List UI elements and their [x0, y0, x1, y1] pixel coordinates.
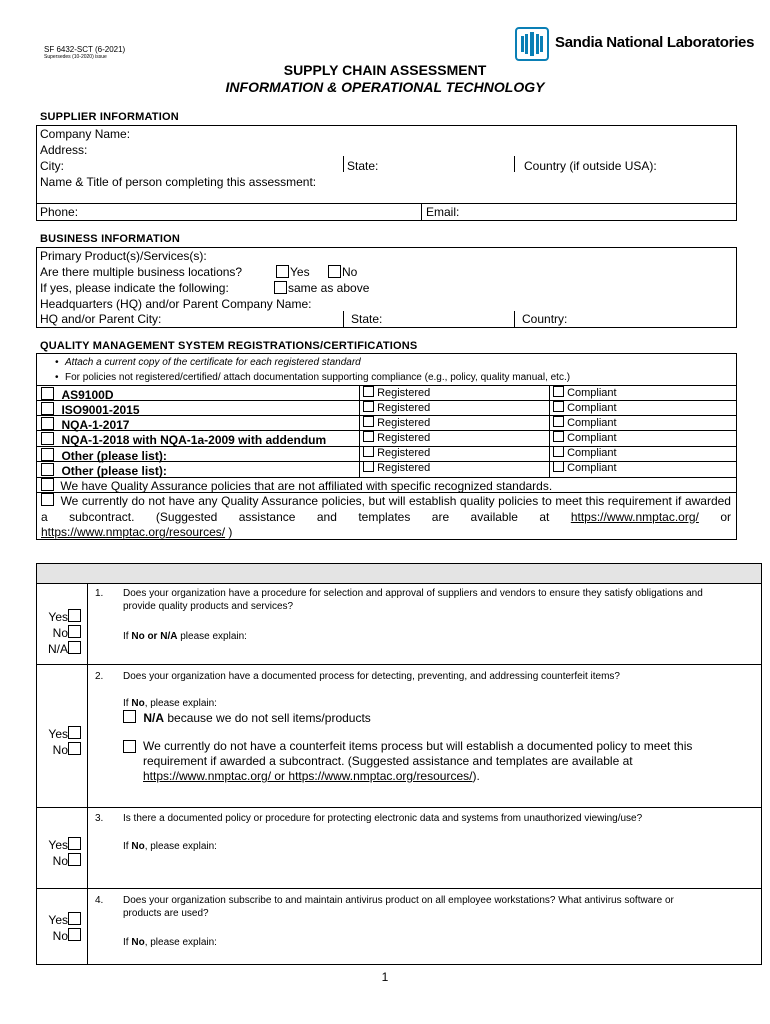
q2-no-process-option: We currently do not have a counterfeit items process but will establish a documented policy to meet this requirement if awarded a subcontract. (Suggested assistance and templates are available at https://www.nmptac.org/ or https://www.nmptac.org/resources/).: [123, 739, 723, 784]
q3-yes-no: Yes No: [37, 837, 81, 869]
hq-name-field[interactable]: Headquarters (HQ) and/or Parent Company Name:: [40, 297, 312, 311]
q2-explain-label: If No, please explain:: [123, 698, 217, 709]
compliant-checkbox[interactable]: [553, 446, 564, 457]
qms-table: [36, 353, 737, 540]
q3-no-checkbox[interactable]: [68, 853, 81, 866]
org-name: Sandia National Laboratories: [555, 34, 755, 51]
registered-checkbox[interactable]: [363, 446, 374, 457]
standard-checkbox[interactable]: [41, 463, 54, 476]
q1-yes-checkbox[interactable]: [68, 609, 81, 622]
standard-checkbox[interactable]: [41, 402, 54, 415]
page-number: 1: [381, 970, 389, 984]
standard-checkbox[interactable]: [41, 387, 54, 400]
phone-field[interactable]: Phone:: [40, 205, 79, 219]
no-policies-row: We currently do not have any Quality Assurance policies, but will establish quality policies to meet this requirement if awarded a subcontract. (Suggested assistance and templates are available at https://www.nmptac.org/ or https://www.nmptac.org/resources/ ): [41, 494, 731, 539]
q4-explain-label: If No, please explain:: [123, 937, 217, 948]
q2-na-checkbox[interactable]: [123, 710, 136, 723]
registered-column: Registered Registered Registered Registered Registered Registered: [363, 386, 430, 476]
standard-row-1: [41, 386, 113, 400]
q2-na-option: N/A because we do not sell items/products: [123, 710, 371, 725]
registered-checkbox[interactable]: [363, 461, 374, 472]
form-id: SF 6432-SCT (6-2021): [44, 45, 126, 54]
same-as-above-label: same as above: [288, 281, 370, 295]
standard-label: AS9100D: [61, 388, 114, 402]
hq-city-field[interactable]: HQ and/or Parent City:: [40, 312, 162, 326]
supersedes-note: Supersedes (10-2020) issue: [44, 54, 107, 60]
q1-text: Does your organization have a procedure for selection and approval of suppliers and vendors to ensure they satisfy obligations and provide quality products and services?: [123, 588, 703, 612]
supplier-section-title: SUPPLIER INFORMATION: [40, 111, 179, 123]
locations-no-checkbox[interactable]: [328, 265, 341, 278]
standard-checkbox[interactable]: [41, 432, 54, 445]
qms-section-title: QUALITY MANAGEMENT SYSTEM REGISTRATIONS/CERTIFICATIONS: [40, 340, 418, 352]
city-field[interactable]: City:: [40, 159, 64, 173]
locations-no-label: No: [342, 265, 358, 279]
supplier-table: [36, 125, 737, 221]
q2-nmptac-links[interactable]: https://www.nmptac.org/ or https://www.nmptac.org/resources/: [143, 769, 473, 783]
page-title: SUPPLY CHAIN ASSESSMENT: [283, 62, 487, 78]
q3-text: Is there a documented policy or procedure for protecting electronic data and systems from unauthorized viewing/use?: [123, 813, 643, 824]
registered-checkbox[interactable]: [363, 416, 374, 427]
standard-checkbox[interactable]: [41, 417, 54, 430]
q1-yes-no-na: Yes No N/A: [37, 609, 81, 657]
email-field[interactable]: Email:: [426, 205, 460, 219]
state-field[interactable]: State:: [347, 159, 379, 173]
no-policies-checkbox[interactable]: [41, 493, 54, 506]
compliant-checkbox[interactable]: [553, 401, 564, 412]
q3-yes-checkbox[interactable]: [68, 837, 81, 850]
hq-country-field[interactable]: Country:: [522, 312, 568, 326]
locations-yes-checkbox[interactable]: [276, 265, 289, 278]
q2-no-process-checkbox[interactable]: [123, 740, 136, 753]
q4-no-checkbox[interactable]: [68, 928, 81, 941]
logo: [515, 27, 755, 61]
q2-number: 2.: [95, 671, 104, 682]
business-section-title: BUSINESS INFORMATION: [40, 233, 181, 245]
questions-table: [36, 563, 762, 965]
nmptac-resources-link[interactable]: https://www.nmptac.org/resources/: [41, 525, 226, 539]
q4-number: 4.: [95, 895, 104, 906]
address-field[interactable]: Address:: [40, 143, 88, 157]
primary-products-field[interactable]: Primary Product(s)/Services(s):: [40, 249, 207, 263]
q4-text: Does your organization subscribe to and maintain antivirus product on all employee workstations? What antivirus software or products are used?: [123, 895, 674, 919]
business-table: [36, 247, 737, 328]
if-yes-label: If yes, please indicate the following:: [40, 281, 229, 295]
q3-number: 3.: [95, 813, 104, 824]
hq-state-field[interactable]: State:: [351, 312, 383, 326]
q2-yes-checkbox[interactable]: [68, 726, 81, 739]
registered-checkbox[interactable]: [363, 431, 374, 442]
name-title-field[interactable]: Name & Title of person completing this assessment:: [40, 175, 317, 189]
locations-yes-label: Yes: [290, 265, 310, 279]
q4-yes-checkbox[interactable]: [68, 912, 81, 925]
not-affiliated-checkbox[interactable]: [41, 478, 54, 491]
q2-text: Does your organization have a documented process for detecting, preventing, and addressing counterfeit items?: [123, 671, 620, 682]
standard-label: ISO9001-2015: [61, 403, 140, 417]
standard-label: NQA-1-2017: [61, 418, 130, 432]
q1-number: 1.: [95, 588, 104, 599]
standard-label: NQA-1-2018 with NQA-1a-2009 with addendum: [61, 433, 327, 447]
sandia-thunderbird-icon: [515, 27, 549, 61]
q1-no-checkbox[interactable]: [68, 625, 81, 638]
compliant-checkbox[interactable]: [553, 461, 564, 472]
standard-label: Other (please list):: [61, 449, 167, 463]
nmptac-link[interactable]: https://www.nmptac.org/: [570, 509, 699, 524]
qms-bullet-2: • For policies not registered/certified/ attach documentation supporting compliance (e.g., policy, quality manual, etc.): [55, 372, 571, 383]
registered-checkbox[interactable]: [363, 401, 374, 412]
country-field[interactable]: Country (if outside USA):: [524, 159, 657, 173]
multiple-locations-label: Are there multiple business locations?: [40, 265, 243, 279]
compliant-column: Compliant Compliant Compliant Compliant Compliant Compliant: [553, 386, 617, 476]
q2-yes-no: Yes No: [37, 726, 81, 758]
compliant-checkbox[interactable]: [553, 416, 564, 427]
q1-na-checkbox[interactable]: [68, 641, 81, 654]
q4-yes-no: Yes No: [37, 912, 81, 944]
standard-checkbox[interactable]: [41, 448, 54, 461]
company-name-field[interactable]: Company Name:: [40, 127, 131, 141]
qms-bullet-1: • Attach a current copy of the certificate for each registered standard: [55, 357, 361, 368]
compliant-checkbox[interactable]: [553, 431, 564, 442]
compliant-checkbox[interactable]: [553, 386, 564, 397]
q3-explain-label: If No, please explain:: [123, 841, 217, 852]
page-subtitle: INFORMATION & OPERATIONAL TECHNOLOGY: [225, 79, 545, 95]
q2-no-checkbox[interactable]: [68, 742, 81, 755]
questions-header-bar: [37, 564, 761, 584]
standard-label: Other (please list):: [61, 464, 167, 478]
same-as-above-checkbox[interactable]: [274, 281, 287, 294]
registered-checkbox[interactable]: [363, 386, 374, 397]
not-affiliated-row: We have Quality Assurance policies that are not affiliated with specific recognized standards.: [41, 478, 552, 493]
q1-explain-label: If No or N/A please explain:: [123, 631, 247, 642]
